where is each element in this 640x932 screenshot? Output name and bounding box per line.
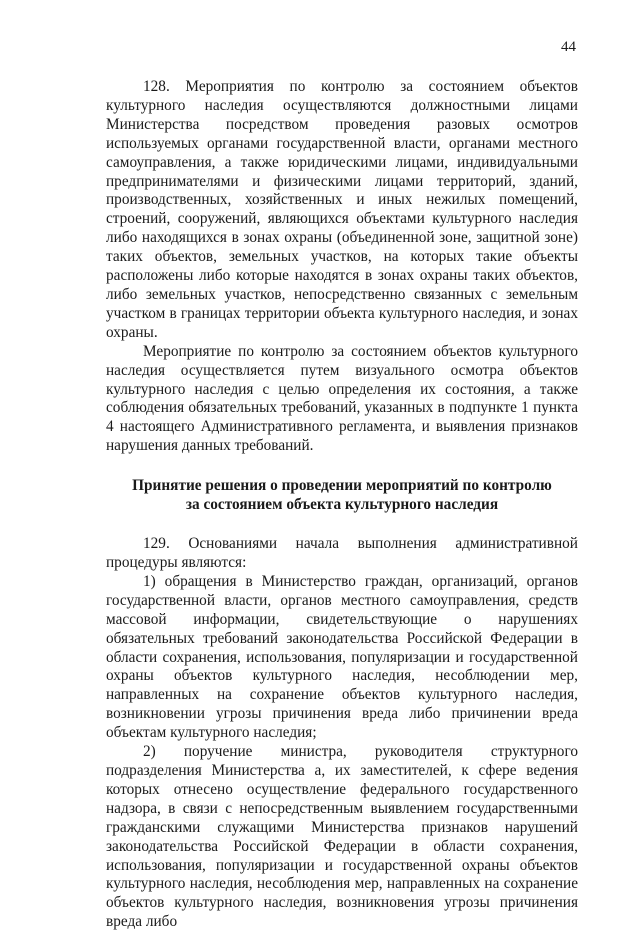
list-item-1: 1) обращения в Министерство граждан, организаций, органов государственной власти, органов местного самоуправления, средств массовой информации, свидетельствующие о нарушениях обязательных требований законодательства Российской Федерации в области сохранения, использования, популяризации и государственной охраны объектов культурного наследия, несоблюдении мер, направленных на сохранение объектов культурного наследия, возникновении угрозы причинения вреда либо причинении вреда объектам культурного наследия; (106, 572, 578, 742)
section-heading-line-1: Принятие решения о проведении мероприятий по контролю (132, 477, 552, 495)
paragraph-129: 129. Основаниями начала выполнения административной процедуры являются: (106, 535, 578, 572)
list-item-2: 2) поручение министра, руководителя структурного подразделения Министерства а, их заместителей, к сфере ведения которых отнесено осуществление федерального государственного надзора, в связи с непосредственным выявлением государственными гражданскими служащими Министерства признаков нарушений законодательства Российской Федерации в области сохранения, использования, популяризации и государственной охраны объектов культурного наследия, несоблюдения мер, направленных на сохранение объектов культурного наследия, возникновения угрозы причинения вреда либо (106, 743, 578, 931)
section-heading (106, 476, 578, 514)
paragraph-monitoring-description: Мероприятие по контролю за состоянием объектов культурного наследия осуществляется путем визуального осмотра объектов культурного наследия с целью определения их состояния, а также соблюдения обязательных требований, указанных в подпункте 1 пункта 4 настоящего Административного регламента, и выявления признаков нарушения данных требований. (106, 342, 578, 455)
page-number: 44 (561, 39, 576, 55)
paragraph-128: 128. Мероприятия по контролю за состоянием объектов культурного наследия осуществляются должностными лицами Министерства посредством проведения разовых осмотров используемых органами государственной власти, органами местного самоуправления, а также юридическими лицами, индивидуальными предпринимателями и физическими лицами территорий, зданий, производственных, хозяйственных и иных нежилых помещений, строений, сооружений, являющихся объектами культурного наследия либо находящихся в зонах охраны (объединенной зоне, защитной зоне) таких объектов, земельных участков, на которых такие объекты расположены либо которые находятся в зонах охраны таких объектов, либо земельных участков, непосредственно связанных с земельным участком в границах территории объекта культурного наследия, и зонах охраны. (106, 78, 578, 341)
document-body (106, 78, 578, 932)
section-heading-line-2: за состоянием объекта культурного наследия (185, 496, 499, 514)
